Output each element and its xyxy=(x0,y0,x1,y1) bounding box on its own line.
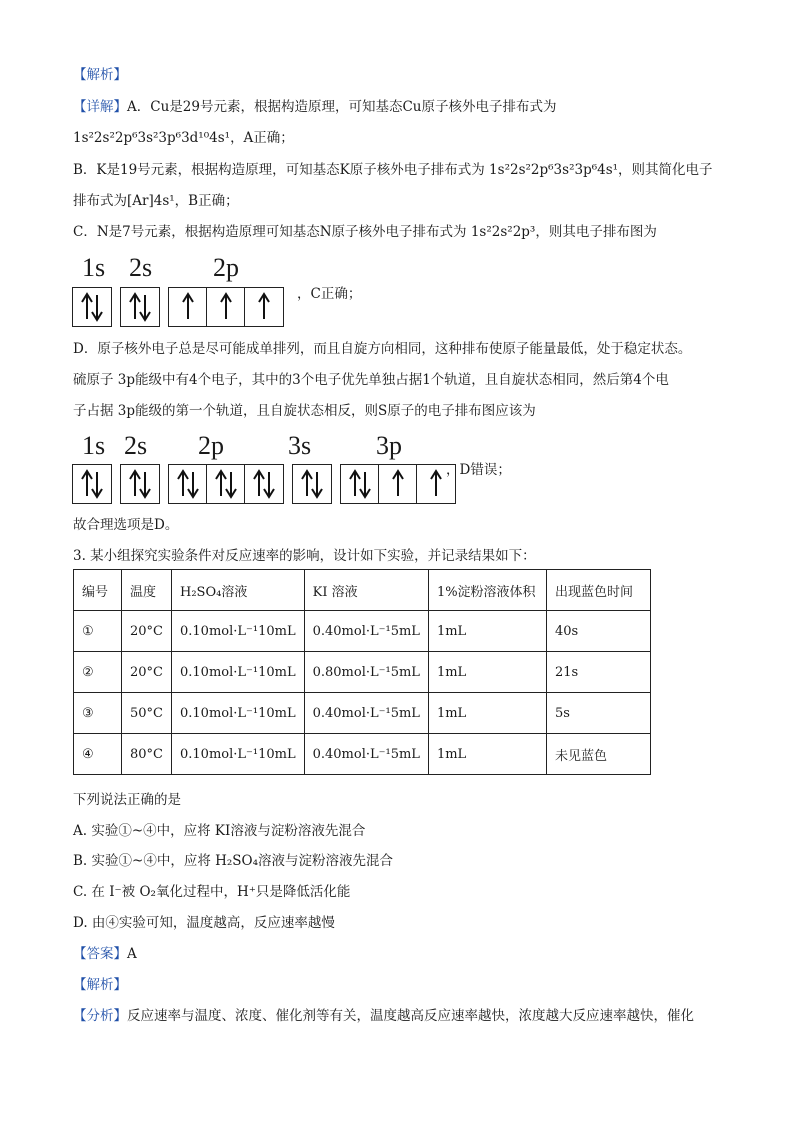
orbital-group xyxy=(168,287,284,327)
table-row xyxy=(74,693,651,734)
table-cell: 0.10mol·L⁻¹10mL xyxy=(172,652,305,693)
option-a: A. 实验①~④中，应将 KI溶液与淀粉溶液先混合 xyxy=(73,823,366,839)
answer-line xyxy=(73,944,137,964)
orbital-box xyxy=(169,288,207,326)
conclusion: 故合理选项是D。 xyxy=(73,517,179,533)
spin-pair-arrows-icon xyxy=(126,291,154,323)
analysis-head-tag: 【分析】 xyxy=(73,1008,127,1024)
spin-pair-arrows-icon xyxy=(212,468,240,500)
table-cell: 20°C xyxy=(122,652,172,693)
option-c-verdict: ，C正确； xyxy=(297,286,362,302)
table-cell: 80°C xyxy=(122,734,172,775)
cu-electron-config: 1s²2s²2p⁶3s²3p⁶3d¹⁰4s¹ xyxy=(73,130,231,146)
orbital-group xyxy=(120,464,160,504)
orbital-box xyxy=(341,465,379,503)
table-header-cell: KI 溶液 xyxy=(304,570,428,611)
table-cell: 未见蓝色 xyxy=(546,734,650,775)
orbital-box xyxy=(73,288,111,326)
orbital-box xyxy=(379,465,417,503)
orbital-label: 2p xyxy=(198,431,224,460)
orbital-label: 3p xyxy=(376,431,402,460)
table-row xyxy=(74,611,651,652)
spin-pair-arrows-icon xyxy=(78,291,106,323)
orbital-box xyxy=(169,465,207,503)
table-row xyxy=(74,652,651,693)
analysis-text-line xyxy=(73,1006,694,1026)
table-header-cell: 出现蓝色时间 xyxy=(546,570,650,611)
table-cell: 0.40mol·L⁻¹5mL xyxy=(304,611,428,652)
table-cell: ③ xyxy=(74,693,122,734)
option-c: C. 在 I⁻被 O₂氧化过程中，H⁺只是降低活化能 xyxy=(73,884,351,900)
orbital-box xyxy=(73,465,111,503)
table-cell: 0.10mol·L⁻¹10mL xyxy=(172,611,305,652)
spin-up-arrow-icon xyxy=(174,291,202,323)
spin-up-arrow-icon xyxy=(250,291,278,323)
spin-up-arrow-icon xyxy=(384,468,412,500)
option-d-line1: D．原子核外电子总是尽可能成单排列，而且自旋方向相同，这种排布使原子能量最低，处于稳定状态。 xyxy=(73,341,692,357)
table-row xyxy=(74,734,651,775)
table-header-cell: 温度 xyxy=(122,570,172,611)
table-cell: 0.80mol·L⁻¹5mL xyxy=(304,652,428,693)
option-d-line2: 硫原子 3p能级中有4个电子，其中的3个电子优先单独占据1个轨道，且自旋状态相同，然后第4个电 xyxy=(73,372,669,388)
orbital-box xyxy=(245,288,283,326)
option-d-line3: 子占据 3p能级的第一个轨道，且自旋状态相反，则S原子的电子排布图应该为 xyxy=(73,403,536,419)
orbital-label: 2s xyxy=(129,253,153,282)
table-cell: 0.10mol·L⁻¹10mL xyxy=(172,693,305,734)
orbital-box xyxy=(245,465,283,503)
spin-pair-arrows-icon xyxy=(298,468,326,500)
table-cell: 1mL xyxy=(428,734,546,775)
table-cell: 20°C xyxy=(122,611,172,652)
experiment-table xyxy=(73,569,651,775)
table-cell: 50°C xyxy=(122,693,172,734)
detail-tag: 【详解】 xyxy=(73,99,127,115)
orbital-group xyxy=(72,287,112,327)
option-a-text: A．Cu是29号元素，根据构造原理，可知基态Cu原子核外电子排布式为 xyxy=(127,99,557,115)
table-cell: ② xyxy=(74,652,122,693)
table-cell: 0.40mol·L⁻¹5mL xyxy=(304,734,428,775)
orbital-box xyxy=(121,288,159,326)
analysis-heading-2: 【解析】 xyxy=(73,977,127,993)
orbital-group xyxy=(72,464,112,504)
table-header-cell: 1%淀粉溶液体积 xyxy=(428,570,546,611)
table-cell: 40s xyxy=(546,611,650,652)
option-c-line: C．N是7号元素，根据构造原理可知基态N原子核外电子排布式为 1s²2s²2p³，则其电子排布图为 xyxy=(73,224,657,240)
orbital-group xyxy=(168,464,284,504)
option-a-line2 xyxy=(73,128,294,148)
question-prompt: 下列说法正确的是 xyxy=(73,792,181,808)
option-d-verdict: ，D错误； xyxy=(446,462,511,478)
orbital-group xyxy=(120,287,160,327)
table-cell: 0.40mol·L⁻¹5mL xyxy=(304,693,428,734)
answer-tag: 【答案】 xyxy=(73,946,127,962)
table-cell: 5s xyxy=(546,693,650,734)
orbital-label: 1s xyxy=(82,431,106,460)
spin-pair-arrows-icon xyxy=(174,468,202,500)
table-header-row xyxy=(74,570,651,611)
orbital-box xyxy=(121,465,159,503)
table-header-cell: 编号 xyxy=(74,570,122,611)
spin-pair-arrows-icon xyxy=(126,468,154,500)
question-3-stem: 3. 某小组探究实验条件对反应速率的影响，设计如下实验，并记录结果如下： xyxy=(73,548,536,564)
table-cell: 21s xyxy=(546,652,650,693)
orbital-box xyxy=(207,288,245,326)
spin-pair-arrows-icon xyxy=(78,468,106,500)
spin-pair-arrows-icon xyxy=(346,468,374,500)
orbital-label: 3s xyxy=(288,431,312,460)
sulfur-orbital-diagram xyxy=(72,464,464,504)
nitrogen-orbital-diagram xyxy=(72,287,292,327)
orbital-label: 2s xyxy=(124,431,148,460)
orbital-box xyxy=(293,465,331,503)
option-a-line1 xyxy=(73,97,556,117)
spin-up-arrow-icon xyxy=(212,291,240,323)
table-cell: ① xyxy=(74,611,122,652)
analysis-text: 反应速率与温度、浓度、催化剂等有关，温度越高反应速率越快，浓度越大反应速率越快，催化 xyxy=(127,1008,694,1024)
table-cell: 1mL xyxy=(428,611,546,652)
orbital-group xyxy=(340,464,456,504)
option-b: B. 实验①~④中，应将 H₂SO₄溶液与淀粉溶液先混合 xyxy=(73,853,394,869)
table-cell: 1mL xyxy=(428,693,546,734)
analysis-heading: 【解析】 xyxy=(73,67,127,83)
option-b-line2: 排布式为[Ar]4s¹，B正确； xyxy=(73,193,239,209)
orbital-label: 1s xyxy=(82,253,106,282)
table-header-cell: H₂SO₄溶液 xyxy=(172,570,305,611)
table-cell: 1mL xyxy=(428,652,546,693)
answer-value: A xyxy=(127,946,137,962)
option-a-verdict: ，A正确； xyxy=(230,130,294,146)
option-d: D. 由④实验可知，温度越高，反应速率越慢 xyxy=(73,915,335,931)
orbital-label: 2p xyxy=(213,253,239,282)
orbital-group xyxy=(292,464,332,504)
spin-pair-arrows-icon xyxy=(250,468,278,500)
option-b-line1: B．K是19号元素，根据构造原理，可知基态K原子核外电子排布式为 1s²2s²2p⁶3s²3p⁶4s¹，则其简化电子 xyxy=(73,162,713,178)
table-cell: 0.10mol·L⁻¹10mL xyxy=(172,734,305,775)
table-cell: ④ xyxy=(74,734,122,775)
orbital-box xyxy=(207,465,245,503)
